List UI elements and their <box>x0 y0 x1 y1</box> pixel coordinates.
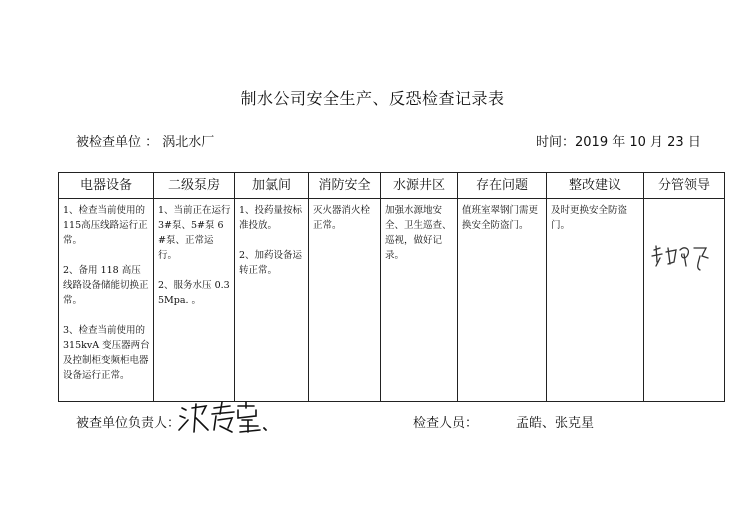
column-existing-problems <box>458 173 547 401</box>
leader-signature <box>650 238 720 278</box>
inspectors-value: 孟皓、张克星 <box>516 416 595 431</box>
column-header: 加氯间 <box>235 173 308 199</box>
column-water-source-well <box>381 173 458 401</box>
inspected-unit-label: 被检查单位 ： <box>76 135 159 150</box>
document-title: 制水公司安全生产、反恐检查记录表 <box>240 89 505 108</box>
column-header: 消防安全 <box>309 173 380 199</box>
column-header: 水源井区 <box>381 173 457 199</box>
column-content: 1、当前正在运行 3#泵、5#泵 6#泵、正常运行。 2、服务水压 0.35Mpa. 。 <box>158 205 231 306</box>
inspected-unit-value: 涡北水厂 <box>162 135 215 150</box>
column-header: 整改建议 <box>547 173 643 199</box>
column-content: 加强水源地安全、卫生巡查、巡视，做好记录。 <box>385 205 452 261</box>
column-content <box>644 199 724 203</box>
column-content: 值班室翠钢门需更换安全防盗门。 <box>462 205 539 231</box>
column-content: 1、投药量按标准投放。 2、加药设备运转正常。 <box>239 205 303 276</box>
column-supervising-leader <box>644 173 724 401</box>
column-header: 二级泵房 <box>154 173 234 199</box>
column-chlorination-room <box>235 173 309 401</box>
responsible-person-signature <box>176 398 276 436</box>
column-content: 灭火器消火栓正常。 <box>313 205 371 231</box>
column-content: 及时更换安全防盗门。 <box>551 205 628 231</box>
column-secondary-pump-room <box>154 173 235 401</box>
column-fire-safety <box>309 173 381 401</box>
inspected-unit-row <box>76 131 214 150</box>
column-header: 电器设备 <box>59 173 153 199</box>
inspection-table <box>58 172 725 402</box>
column-header: 存在问题 <box>458 173 546 199</box>
column-content: 1、检查当前使用的115高压线路运行正常。 2、备用 118 高压线路设备储能切换正常。 3、检查当前使用的 315kvA 变压器两台及控制柜变频柜电器设备运行正常。 <box>63 205 150 381</box>
inspection-date: 时间：2019 年 10 月 23 日 <box>536 135 701 150</box>
column-electrical-equipment <box>59 173 154 401</box>
inspectors-label: 检查人员： <box>413 416 479 431</box>
column-rectification-suggestion <box>547 173 644 401</box>
column-header: 分管领导 <box>644 173 724 199</box>
responsible-person-label: 被查单位负责人： <box>76 416 181 431</box>
